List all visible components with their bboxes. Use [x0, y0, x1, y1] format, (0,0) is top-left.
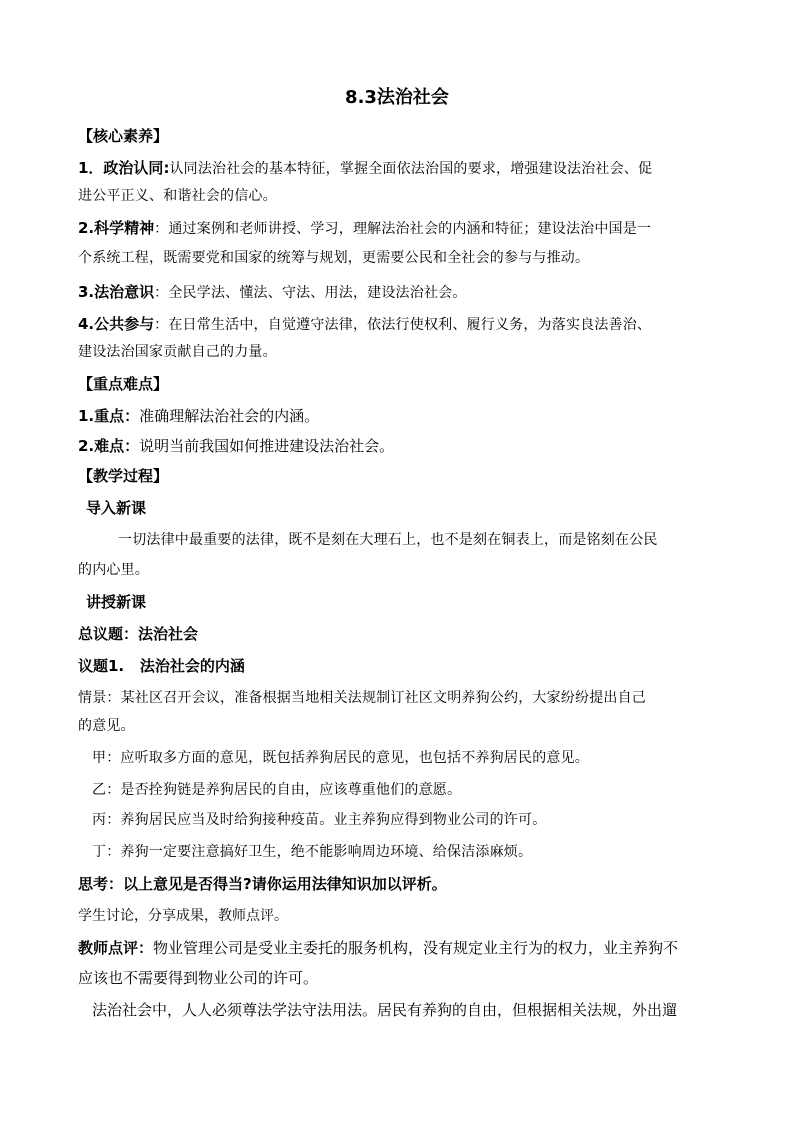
- scene-line-2: 的意见。: [78, 718, 135, 734]
- opinion-b: 乙：是否拴狗链是养狗居民的自由，应该尊重他们的意愿。: [92, 782, 462, 798]
- section-heading-core: 【核心素养】: [78, 127, 169, 145]
- core-item-2-text: ：通过案例和老师讲授、学习，理解法治社会的内涵和特征；建设法治中国是一: [154, 221, 652, 237]
- core-item-2-label: 2.科学精神: [78, 219, 155, 237]
- core-item-1-label: 1．政治认同:: [78, 159, 170, 177]
- intro-line-2: 的内心里。: [78, 562, 149, 578]
- scene-line-1: 情景：某社区召开会议，准备根据当地相关法规制订社区文明养狗公约，大家纷纷提出自己: [78, 690, 646, 706]
- key-item-2: [78, 436, 718, 456]
- teacher-comment-line-2: 应该也不需要得到物业公司的许可。: [78, 969, 319, 987]
- section-heading-key: 【重点难点】: [78, 375, 169, 393]
- core-item-3-label: 3.法治意识: [78, 283, 155, 301]
- core-item-2-line-2: 个系统工程，既需要党和国家的统筹与规划，更需要公民和全社会的参与与推动。: [78, 250, 590, 266]
- key-item-1-text: 准确理解法治社会的内涵。: [139, 407, 320, 425]
- opinion-a: 甲：应听取多方面的意见，既包括养狗居民的意见，也包括不养狗居民的意见。: [92, 750, 589, 766]
- teacher-comment-text: 物业管理公司是受业主委托的服务机构，没有规定业主行为的权力，业主养狗不: [153, 939, 679, 957]
- teacher-comment-line-1: [78, 938, 718, 958]
- intro-heading: 导入新课: [86, 499, 147, 517]
- key-item-1-label: 1.重点：: [78, 407, 140, 425]
- opinion-d: 丁：养狗一定要注意搞好卫生，绝不能影响周边环境、给保洁添麻烦。: [92, 844, 533, 860]
- topic-line: [78, 624, 718, 644]
- core-item-4-text: ：在日常生活中，自觉遵守法律，依法行使权利、履行义务，为落实良法善治、: [154, 317, 652, 333]
- sub-topic-1-text: 法治社会的内涵: [139, 657, 245, 675]
- topic-label: 总议题：: [78, 625, 139, 643]
- key-item-2-text: 说明当前我国如何推进建设法治社会。: [139, 437, 395, 455]
- lecture-heading: 讲授新课: [86, 593, 147, 611]
- discussion-line: 学生讨论，分享成果，教师点评。: [78, 908, 288, 924]
- core-item-1-line-1: [78, 158, 718, 179]
- core-item-2-line-1: [78, 218, 718, 239]
- opinion-c: 丙：养狗居民应当及时给狗接种疫苗。业主养狗应得到物业公司的许可。: [92, 812, 547, 828]
- section-heading-process: 【教学过程】: [78, 467, 169, 485]
- core-item-4-line-2: 建设法治国家贡献自己的力量。: [78, 344, 277, 360]
- last-paragraph-line: 法治社会中，人人必须尊法学法守法用法。居民有养狗的自由，但根据相关法规，外出遛: [92, 1001, 678, 1019]
- core-item-4-line-1: [78, 314, 718, 335]
- sub-topic-1-label: 议题1.: [78, 657, 125, 675]
- topic-text: 法治社会: [138, 625, 199, 643]
- core-item-4-label: 4.公共参与: [78, 315, 155, 333]
- core-item-1-text: 认同法治社会的基本特征，掌握全面依法治国的要求，增强建设法治社会、促: [169, 161, 653, 177]
- core-item-3-text: ：全民学法、懂法、守法、用法，建设法治社会。: [154, 285, 467, 301]
- page-title: 8.3法治社会: [345, 87, 449, 108]
- key-item-2-label: 2.难点：: [78, 437, 140, 455]
- key-item-1: [78, 406, 718, 426]
- intro-line-1: 一切法律中最重要的法律，既不是刻在大理石上，也不是刻在铜表上，而是铭刻在公民: [118, 532, 658, 548]
- core-item-1-line-2: 进公平正义、和谐社会的信心。: [78, 188, 277, 204]
- sub-topic-1: [78, 656, 718, 676]
- core-item-3: [78, 282, 718, 303]
- teacher-comment-label: 教师点评：: [78, 939, 154, 957]
- think-question: 思考：以上意见是否得当?请你运用法律知识加以评析。: [78, 875, 447, 893]
